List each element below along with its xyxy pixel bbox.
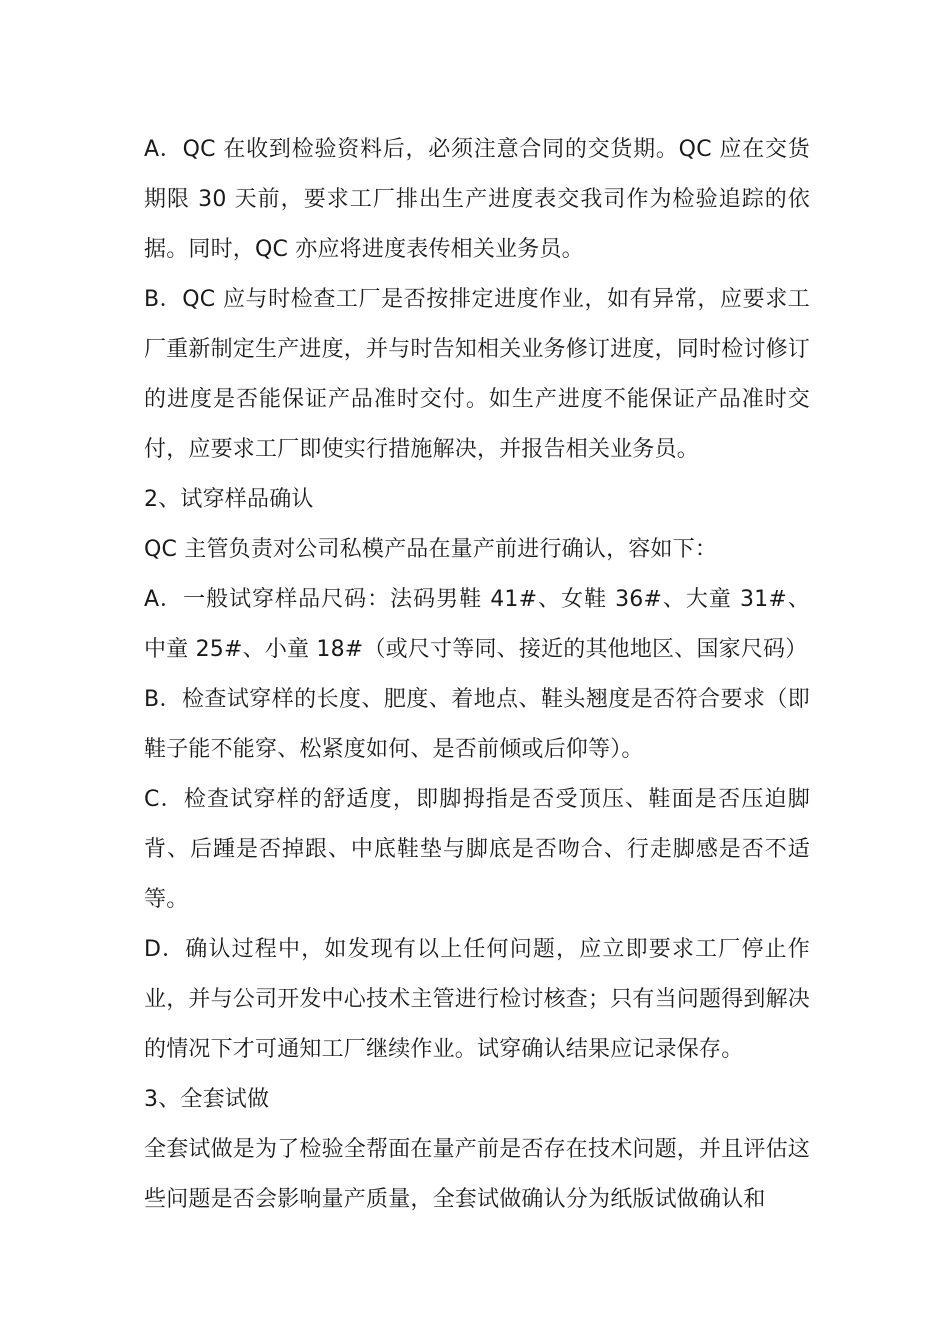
paragraph-c-comfort-check: C．检查试穿样的舒适度，即脚拇指是否受顶压、鞋面是否压迫脚背、后踵是否掉跟、中底鞋垫与脚底是否吻合、行走脚感是否不适等。 (144, 787, 810, 912)
section-heading-full-trial: 3、全套试做 (144, 1087, 270, 1112)
paragraph-b-length-check: B．检查试穿样的长度、肥度、着地点、鞋头翘度是否符合要求（即鞋子能不能穿、松紧度如何、是否前倾或后仰等）。 (144, 687, 810, 762)
paragraph-a-delivery: A．QC 在收到检验资料后，必须注意合同的交货期。QC 应在交货期限 30 天前，要求工厂排出生产进度表交我司作为检验追踪的依据。同时，QC 亦应将进度表传相关业务员。 (144, 137, 810, 262)
paragraph-a-sizes: A．一般试穿样品尺码：法码男鞋 41#、女鞋 36#、大童 31#、中童 25#、小童 18#（或尺寸等同、接近的其他地区、国家尺码） (144, 587, 810, 662)
paragraph-d-issue-handling: D．确认过程中，如发现有以上任何问题，应立即要求工厂停止作业，并与公司开发中心技术主管进行检讨核查；只有当问题得到解决的情况下才可通知工厂继续作业。试穿确认结果应记录保存。 (144, 937, 811, 1062)
paragraph-b-progress: B．QC 应与时检查工厂是否按排定进度作业，如有异常，应要求工厂重新制定生产进度，并与时告知相关业务修订进度，同时检讨修订的进度是否能保证产品准时交付。如生产进度不能保证产品准时交付，应要求工厂即使实行措施解决，并报告相关业务员。 (144, 287, 811, 462)
section-heading-fitting: 2、试穿样品确认 (144, 487, 314, 512)
document-body (144, 125, 810, 1225)
paragraph-fitting-intro: QC 主管负责对公司私模产品在量产前进行确认，容如下： (144, 537, 718, 562)
paragraph-full-trial: 全套试做是为了检验全帮面在量产前是否存在技术问题，并且评估这些问题是否会影响量产质量，全套试做确认分为纸版试做确认和 (144, 1137, 811, 1212)
